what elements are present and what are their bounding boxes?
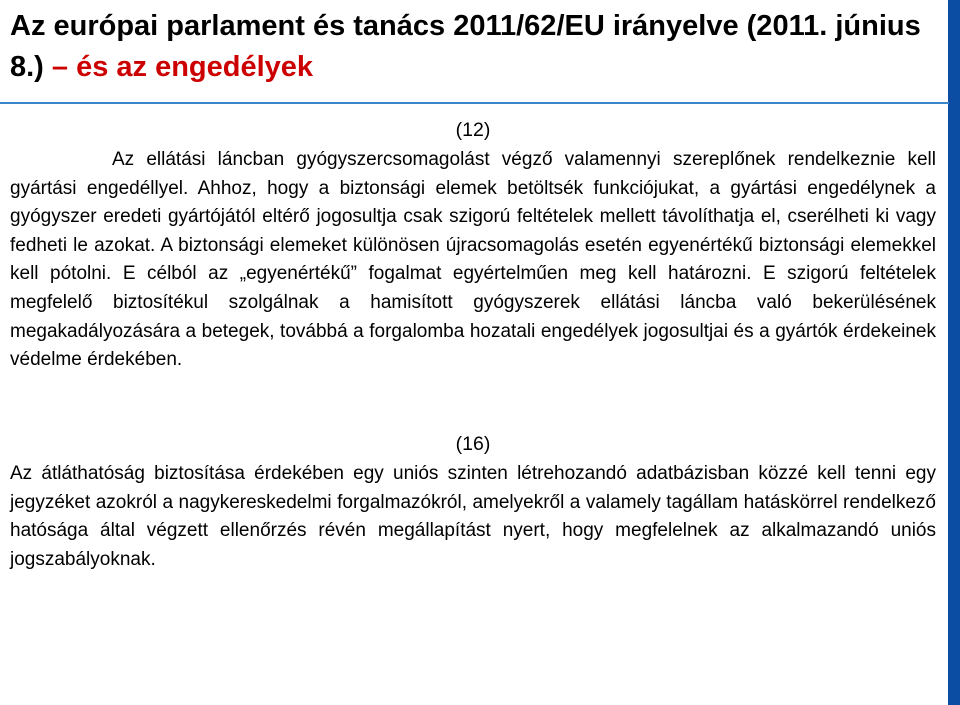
section-number: (16)	[455, 433, 491, 455]
slide-header	[10, 6, 930, 88]
section-12	[10, 116, 936, 375]
section-paragraph: Az ellátási láncban gyógyszercsomagolást végző valamennyi szereplőnek rendelkeznie kell gyártási engedéllyel. Ahhoz, hogy a biztonsági elemek betöltsék funkciójukat, a gyártási engedélynek a gyógyszer eredeti gyártójától eltérő jogosultja csak szigorú feltételek mellett távolíthatja el, cserélheti ki vagy fedheti le azokat. A biztonsági elemeket különösen újracsomagolás esetén egyenértékű biztonsági elemekkel kell pótolni. E célból az „egyenértékű” fogalmat egyértelműen meg kell határozni. E szigorú feltételek megfelelő biztosítékul szolgálnak a hamisított gyógyszerek ellátási láncba való bekerülésének megakadályozására a betegek, továbbá a forgalomba hozatali engedélyek jogosultjai és a gyártók érdekeinek védelme érdekében.	[10, 149, 936, 371]
slide-side-bar	[948, 0, 960, 705]
title-divider-line	[0, 102, 949, 104]
section-number: (12)	[455, 119, 491, 141]
slide-title-main: Az európai parlament és tanács 2011/62/EU irányelve (2011. június 8.)	[10, 10, 921, 83]
section-16	[10, 430, 936, 574]
slide-title-accent: – és az engedélyek	[51, 51, 314, 83]
slide-title	[10, 6, 930, 88]
section-paragraph: Az átláthatóság biztosítása érdekében egy uniós szinten létrehozandó adatbázisban közzé kell tenni egy jegyzéket azokról a nagykereskedelmi forgalmazókról, amelyekről a valamely tagállam hatáskörrel rendelkező hatósága által végzett ellenőrzés révén megállapítást nyert, hogy megfelelnek az alkalmazandó uniós jogszabályoknak.	[10, 463, 936, 570]
